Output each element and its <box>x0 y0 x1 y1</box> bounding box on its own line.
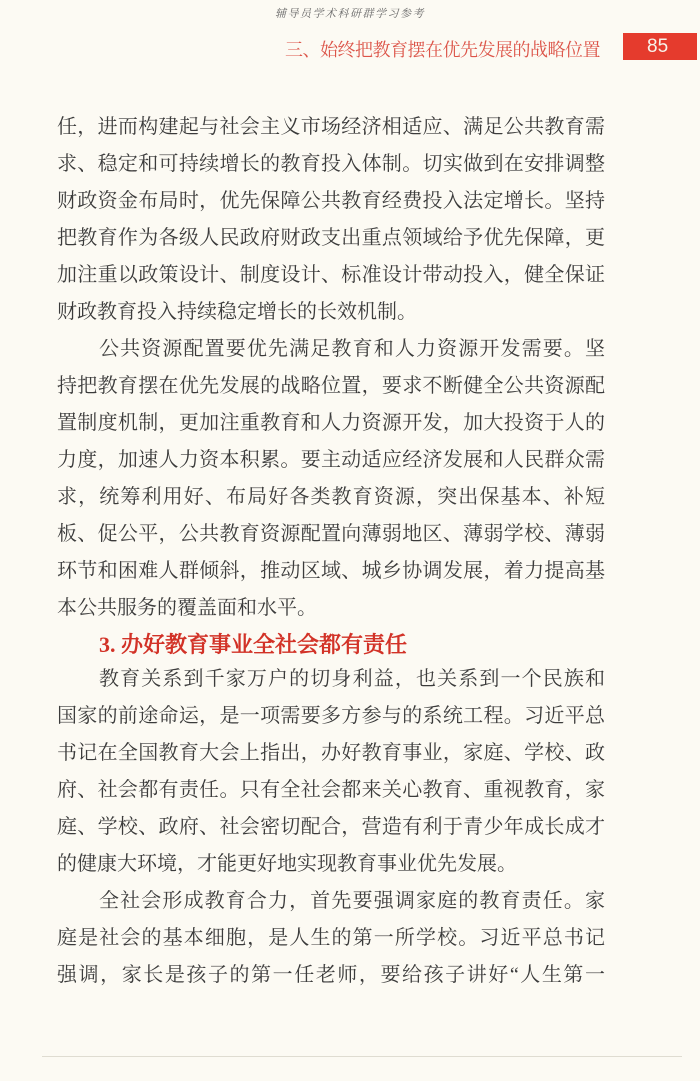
text-line: 强调，家长是孩子的第一任老师，要给孩子讲好“人生第一 <box>57 964 605 986</box>
text-line: 把教育作为各级人民政府财政支出重点领域给予优先保障，更 <box>57 227 605 249</box>
text-line: 本公共服务的覆盖面和水平。 <box>57 597 317 619</box>
text-line: 庭是社会的基本细胞，是人生的第一所学校。习近平总书记 <box>57 927 605 949</box>
text-line: 公共资源配置要优先满足教育和人力资源开发需要。坚 <box>99 338 605 360</box>
watermark-text: 辅导员学术科研群学习参考 <box>275 8 425 20</box>
text-line: 庭、学校、政府、社会密切配合，营造有利于青少年成长成才 <box>57 816 605 838</box>
text-line: 教育关系到千家万户的切身利益，也关系到一个民族和 <box>99 668 605 690</box>
text-line: 书记在全国教育大会上指出，办好教育事业，家庭、学校、政 <box>57 742 605 764</box>
text-line: 财政资金布局时，优先保障公共教育经费投入法定增长。坚持 <box>57 190 605 212</box>
paragraph <box>57 331 605 627</box>
page-body <box>57 109 605 994</box>
text-line: 求，统筹利用好、布局好各类教育资源，突出保基本、补短 <box>57 486 605 508</box>
text-line: 国家的前途命运，是一项需要多方参与的系统工程。习近平总 <box>57 705 605 727</box>
paragraph <box>57 883 605 994</box>
page-bottom-shadow <box>42 1056 682 1057</box>
text-line: 持把教育摆在优先发展的战略位置，要求不断健全公共资源配 <box>57 375 605 397</box>
text-line: 环节和困难人群倾斜，推动区域、城乡协调发展，着力提高基 <box>57 560 605 582</box>
text-line: 府、社会都有责任。只有全社会都来关心教育、重视教育，家 <box>57 779 605 801</box>
text-line: 求、稳定和可持续增长的教育投入体制。切实做到在安排调整 <box>57 153 605 175</box>
page-number: 85 <box>647 35 669 57</box>
chapter-header-title: 三、始终把教育摆在优先发展的战略位置 <box>285 40 600 60</box>
text-line: 力度，加速人力资本积累。要主动适应经济发展和人民群众需 <box>57 449 605 471</box>
paragraph <box>57 661 605 883</box>
text-line: 全社会形成教育合力，首先要强调家庭的教育责任。家 <box>99 890 605 912</box>
text-line: 板、促公平，公共教育资源配置向薄弱地区、薄弱学校、薄弱 <box>57 523 605 545</box>
paragraph <box>57 109 605 331</box>
page-number-badge <box>623 33 697 60</box>
text-line: 财政教育投入持续稳定增长的长效机制。 <box>57 301 417 323</box>
section-heading: 3. 办好教育事业全社会都有责任 <box>99 632 408 657</box>
text-line: 任，进而构建起与社会主义市场经济相适应、满足公共教育需 <box>57 116 605 138</box>
text-line: 的健康大环境，才能更好地实现教育事业优先发展。 <box>57 853 517 875</box>
text-line: 加注重以政策设计、制度设计、标准设计带动投入，健全保证 <box>57 264 605 286</box>
text-line: 置制度机制，更加注重教育和人力资源开发，加大投资于人的 <box>57 412 605 434</box>
